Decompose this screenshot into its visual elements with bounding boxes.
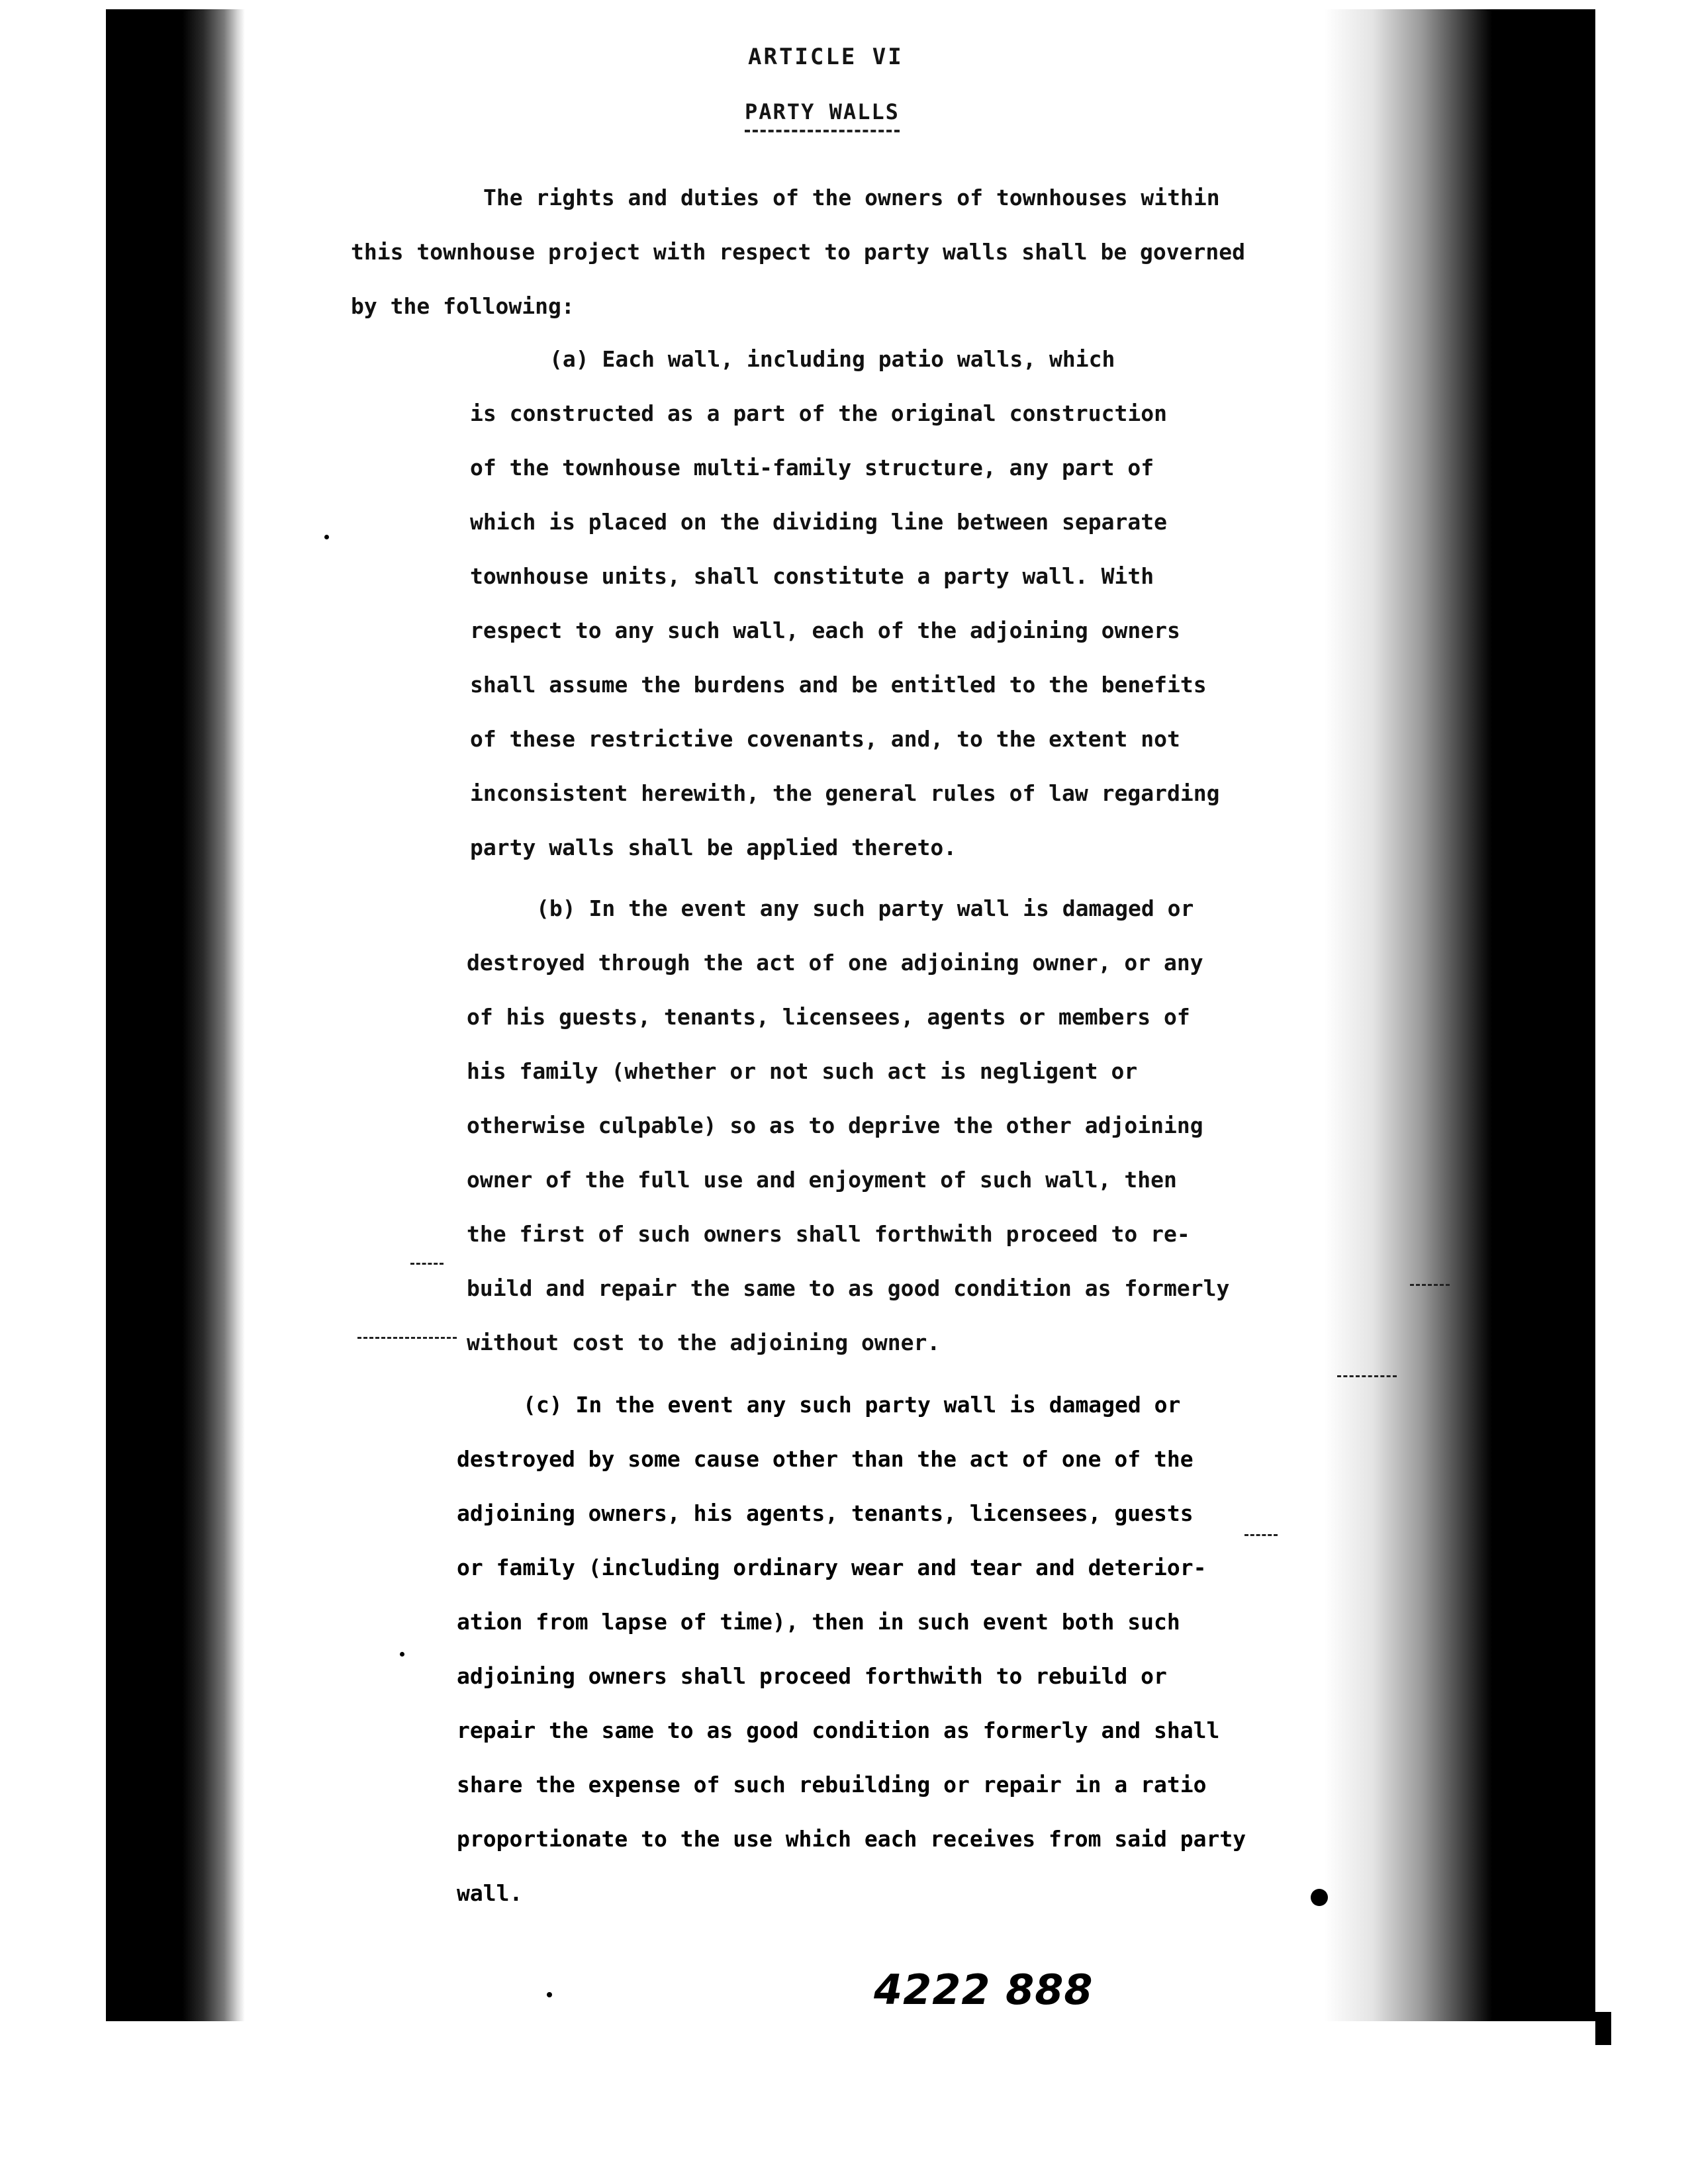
text-line: adjoining owners shall proceed forthwith to rebuild or [457, 1663, 1167, 1689]
text-line: is constructed as a part of the original construction [470, 400, 1167, 426]
scan-edge-right-tail [1595, 2012, 1611, 2045]
text-line: shall assume the burdens and be entitled to the benefits [470, 672, 1207, 698]
paragraph-a [470, 332, 1219, 875]
text-line: inconsistent herewith, the general rules of law regarding [470, 780, 1220, 806]
recording-stamp: 4222 888 [874, 1966, 1094, 2014]
text-line: of his guests, tenants, licensees, agents or members of [467, 1004, 1190, 1030]
scan-artifact-dash [1337, 1375, 1397, 1379]
text-line: townhouse units, shall constitute a party wall. With [470, 563, 1154, 589]
text-line: share the expense of such rebuilding or repair in a ratio [457, 1772, 1207, 1797]
text-line: repair the same to as good condition as formerly and shall [457, 1717, 1220, 1743]
text-line: (b) In the event any such party wall is damaged or [536, 895, 1194, 921]
text-line: owner of the full use and enjoyment of such wall, then [467, 1167, 1177, 1193]
scan-edge-right [1324, 9, 1595, 2021]
text-line: or family (including ordinary wear and tear and deterior- [457, 1555, 1207, 1580]
text-line: destroyed through the act of one adjoining owner, or any [467, 950, 1203, 976]
paragraph-b [467, 882, 1229, 1370]
text-line: destroyed by some cause other than the act of one of the [457, 1446, 1194, 1472]
scan-artifact-dot [324, 535, 329, 539]
text-line: this townhouse project with respect to party walls shall be governed [351, 239, 1246, 265]
text-line: which is placed on the dividing line between separate [470, 509, 1167, 535]
text-line: wall. [457, 1880, 523, 1906]
scan-artifact-dot [547, 1992, 552, 1997]
text-line: by the following: [351, 293, 575, 319]
scan-artifact-dash [357, 1337, 457, 1341]
text-line: build and repair the same to as good condition as formerly [467, 1275, 1230, 1301]
text-line: his family (whether or not such act is negligent or [467, 1058, 1138, 1084]
text-line: (a) Each wall, including patio walls, which [549, 346, 1115, 372]
text-line: proportionate to the use which each receives from said party [457, 1826, 1246, 1852]
text-line: the first of such owners shall forthwith proceed to re- [467, 1221, 1190, 1247]
text-line: (c) In the event any such party wall is damaged or [523, 1392, 1181, 1418]
text-line: respect to any such wall, each of the adjoining owners [470, 617, 1180, 643]
text-line: party walls shall be applied thereto. [470, 835, 957, 860]
scan-artifact-dot [400, 1652, 404, 1657]
scan-artifact-dash [1410, 1284, 1450, 1288]
scan-edge-left [106, 9, 245, 2021]
text-line: of these restrictive covenants, and, to the extent not [470, 726, 1180, 752]
text-line: of the townhouse multi-family structure, any part of [470, 455, 1154, 480]
section-title: PARTY WALLS [745, 99, 900, 132]
article-header: ARTICLE VI [748, 44, 904, 70]
text-line: adjoining owners, his agents, tenants, licensees, guests [457, 1500, 1194, 1526]
scan-artifact-dot [1311, 1889, 1328, 1906]
text-line: The rights and duties of the owners of townhouses within [483, 185, 1220, 210]
scan-artifact-dash [410, 1263, 444, 1267]
text-line: ation from lapse of time), then in such event both such [457, 1609, 1180, 1635]
text-line: otherwise culpable) so as to deprive the other adjoining [467, 1113, 1203, 1138]
scan-artifact-dash [1244, 1534, 1278, 1538]
intro-paragraph [351, 171, 1245, 334]
paragraph-c [457, 1378, 1246, 1921]
text-line: without cost to the adjoining owner. [467, 1330, 941, 1355]
